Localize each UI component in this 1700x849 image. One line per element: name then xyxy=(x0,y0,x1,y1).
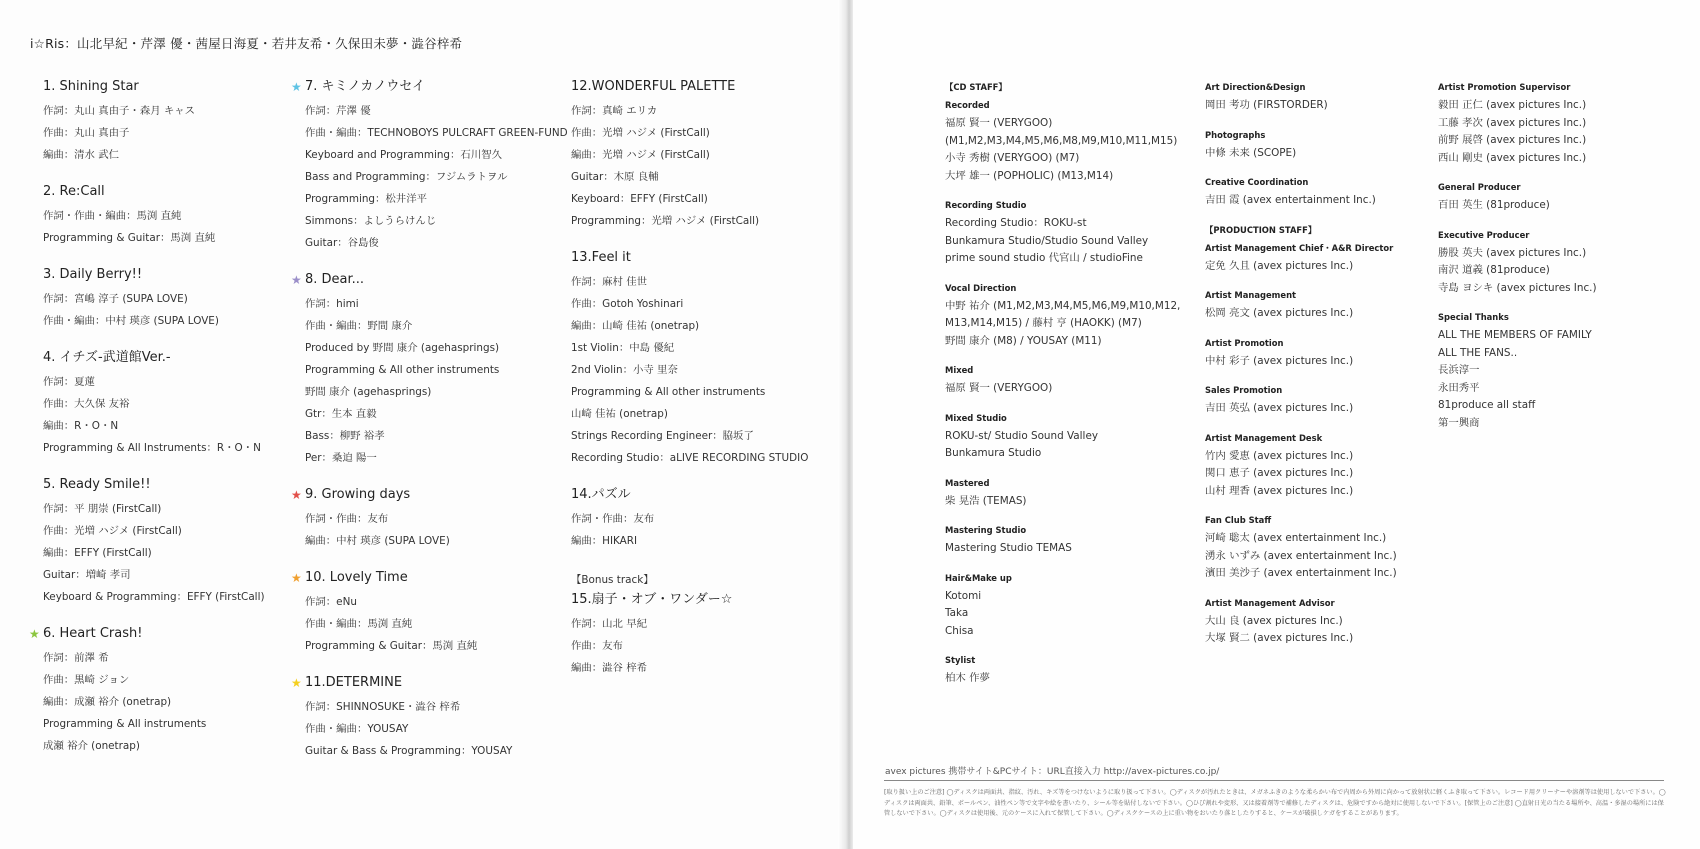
staff-section xyxy=(1205,513,1430,583)
credit-line: 編曲：HIKARI xyxy=(571,535,638,547)
staff-name: 中條 未来 (SCOPE) xyxy=(1205,146,1297,159)
staff-name: 福原 賢一 (VERYGOO) xyxy=(945,382,1053,394)
staff-section xyxy=(1438,80,1678,167)
staff-name: 松岡 亮文 (avex pictures Inc.) xyxy=(1205,307,1354,319)
staff-name: Recording Studio：ROKU-st xyxy=(945,217,1087,229)
bonus-track-label: 【Bonus track】 xyxy=(571,574,654,586)
credit-line: 編曲：澁谷 梓希 xyxy=(571,662,648,674)
staff-name: 大坪 雄一 (POPHOLIC) (M13,M14) xyxy=(945,169,1114,182)
staff-name: 大塚 賢二 (avex pictures Inc.) xyxy=(1205,632,1354,644)
staff-name: 吉田 英弘 (avex pictures Inc.) xyxy=(1205,402,1354,414)
staff-name: 寺島 ヨシキ (avex pictures Inc.) xyxy=(1438,281,1597,294)
staff-name: 柏木 作夢 xyxy=(945,672,990,684)
staff-name: 西山 剛史 (avex pictures Inc.) xyxy=(1438,151,1587,164)
staff-name: 大山 良 (avex pictures Inc.) xyxy=(1205,614,1343,627)
track-item xyxy=(571,78,831,232)
credit-line: 作曲：丸山 真由子 xyxy=(43,127,130,139)
staff-section xyxy=(1205,128,1430,163)
staff-name: 中野 祐介 (M1,M2,M3,M4,M5,M6,M9,M10,M12, xyxy=(945,299,1181,312)
track-item xyxy=(291,569,565,657)
staff-name: 南沢 道義 (81produce) xyxy=(1438,264,1550,276)
staff-role-heading: Vocal Direction xyxy=(945,282,1017,293)
staff-section xyxy=(945,281,1185,351)
credit-line: 作詞：himi xyxy=(305,298,359,310)
footer-care-notice: [取り扱い上のご注意] ◯ディスクは両面共、指紋、汚れ、キズ等をつけないように取り扱って下さい。◯ディスクが汚れたときは、メガネふきのような柔らかい布で内周から外周に向かって放射状に軽くふき取って下さい。レコード用クリーナーや溶剤等は使用しないで下さい。◯ディスクは両面共、鉛筆、ボールペン、油性ペン等で文字や絵を書いたり、シール等を貼付しないで下さい。◯ひび割れや変形、又は接着剤等で補修したディスクは、危険ですから絶対に使用しないで下さい。[保管上のご注意] ◯直射日光の当たる場所や、高温・多湿の場所には保管しないで下さい。◯ディスクは使用後、元のケースに入れて保管して下さい。◯ディスクケースの上に重い物をおいたり落としたりすると、ケースが破損しケガをすることがあります。 xyxy=(884,789,1666,817)
staff-role-heading: Artist Management Desk xyxy=(1205,432,1323,443)
credit-line: Programming：松井洋平 xyxy=(305,193,427,205)
staff-section xyxy=(1438,180,1678,215)
staff-role-heading: Recorded xyxy=(945,100,990,110)
staff-name: Taka xyxy=(945,607,969,619)
staff-name: 山村 理香 (avex pictures Inc.) xyxy=(1205,484,1354,497)
staff-section xyxy=(1205,431,1430,501)
staff-section xyxy=(945,80,1185,94)
staff-name: M13,M14,M15) / 藤村 亨 (HAOKK) (M7) xyxy=(945,317,1142,329)
credit-line: 作詞：平 朋崇 (FirstCall) xyxy=(43,503,162,515)
credit-line: Keyboard：EFFY (FirstCall) xyxy=(571,193,708,205)
credit-line: Programming & Guitar：馬渕 直純 xyxy=(305,640,478,652)
credit-line: 作曲・編曲：YOUSAY xyxy=(305,723,409,735)
staff-section xyxy=(945,411,1185,463)
staff-role-heading: Executive Producer xyxy=(1438,229,1530,240)
credit-line: Programming & All other instruments xyxy=(305,364,500,376)
staff-role-heading: 【CD STAFF】 xyxy=(945,82,1007,92)
staff-role-heading: 【PRODUCTION STAFF】 xyxy=(1205,224,1317,235)
staff-role-heading: Mixed xyxy=(945,365,974,375)
staff-column-3 xyxy=(1438,80,1678,445)
staff-role-heading: Artist Promotion Supervisor xyxy=(1438,82,1571,92)
track-title: 4. イチズ-武道館Ver.- xyxy=(43,350,171,365)
staff-role-heading: Fan Club Staff xyxy=(1205,515,1272,525)
track-item xyxy=(43,266,278,332)
credit-line: 作曲：Gotoh Yoshinari xyxy=(571,298,684,310)
staff-name: 中村 彩子 (avex pictures Inc.) xyxy=(1205,354,1354,367)
credit-line: 作曲：光増 ハジメ (FirstCall) xyxy=(571,127,710,139)
staff-role-heading: Mixed Studio xyxy=(945,412,1007,423)
credit-line: 作詞：麻村 佳世 xyxy=(571,276,648,288)
tracklist-column-1 xyxy=(29,78,278,774)
track-title: 5. Ready Smile!! xyxy=(43,477,151,492)
staff-name: ALL THE FANS.. xyxy=(1438,346,1518,359)
staff-role-heading: Sales Promotion xyxy=(1205,385,1283,395)
staff-name: 福原 賢一 (VERYGOO) xyxy=(945,117,1053,129)
staff-role-heading: Artist Management Advisor xyxy=(1205,597,1335,608)
staff-section xyxy=(945,571,1185,641)
staff-role-heading: Artist Promotion xyxy=(1205,337,1284,348)
credit-line: 1st Violin：中島 優紀 xyxy=(571,342,675,354)
credit-line: 作詞・作曲：友布 xyxy=(571,513,655,525)
staff-role-heading: Mastering Studio xyxy=(945,525,1027,535)
credit-line: Programming & Guitar：馬渕 直純 xyxy=(43,232,216,244)
track-item xyxy=(29,625,278,757)
credit-line: 編曲：光増 ハジメ (FirstCall) xyxy=(571,149,710,161)
credit-line: 作詞：宮嶋 淳子 (SUPA LOVE) xyxy=(43,293,188,305)
track-title: 11.DETERMINE xyxy=(305,675,403,690)
staff-role-heading: Photographs xyxy=(1205,129,1266,140)
credit-line: Recording Studio：aLIVE RECORDING STUDIO xyxy=(571,452,809,464)
track-title: 10. Lovely Time xyxy=(305,570,408,585)
credit-line: 作曲・編曲：野間 康介 xyxy=(305,320,413,332)
credit-line: Per：桑迫 陽一 xyxy=(305,452,377,464)
credit-line: 作詞：山北 早紀 xyxy=(571,618,648,630)
track-item xyxy=(291,486,565,552)
staff-name: 関口 恵子 (avex pictures Inc.) xyxy=(1205,467,1354,479)
credit-line: 編曲：成瀬 裕介 (onetrap) xyxy=(43,696,172,708)
staff-name: 勝股 英夫 (avex pictures Inc.) xyxy=(1438,246,1587,259)
staff-section xyxy=(1205,288,1430,323)
track-title: 7. キミノカノウセイ xyxy=(305,79,426,94)
credit-line: 作詞：夏蓮 xyxy=(43,376,95,388)
credit-line: 作詞：SHINNOSUKE・澁谷 梓希 xyxy=(305,701,461,713)
credit-line: Bass and Programming：フジムラトヲル xyxy=(305,171,508,183)
track-item xyxy=(43,476,278,608)
staff-section xyxy=(945,98,1185,185)
credit-line: 作詞：前澤 希 xyxy=(43,652,109,664)
tracklist-column-3-tracks xyxy=(571,78,831,552)
staff-name: 永田秀平 xyxy=(1438,381,1480,394)
track-title: 2. Re:Call xyxy=(43,184,105,199)
credit-line: 作曲：友布 xyxy=(571,640,623,652)
credit-line: 成瀬 裕介 (onetrap) xyxy=(43,740,140,752)
track-title: 6. Heart Crash! xyxy=(43,626,143,641)
track-item-bonus xyxy=(571,591,831,679)
staff-section xyxy=(945,198,1185,268)
track-title: 15.扇子・オブ・ワンダー☆ xyxy=(571,592,733,607)
credit-line: 作曲・編曲：馬渕 直純 xyxy=(305,618,413,630)
staff-name: Bunkamura Studio/Studio Sound Valley xyxy=(945,234,1149,247)
credit-line: 作曲・編曲：TECHNOBOYS PULCRAFT GREEN-FUND xyxy=(305,127,568,139)
credit-line: 作曲：黒崎 ジョン xyxy=(43,674,130,686)
track-item xyxy=(43,349,278,459)
star-icon: ★ xyxy=(291,571,302,585)
track-title: 1. Shining Star xyxy=(43,79,139,94)
staff-name: 濱田 美沙子 (avex entertainment Inc.) xyxy=(1205,567,1397,579)
track-title: 9. Growing days xyxy=(305,487,411,502)
staff-column-2 xyxy=(1205,80,1430,661)
staff-section xyxy=(945,523,1185,558)
staff-section xyxy=(945,653,1185,688)
staff-role-heading: Artist Management Chief・A&R Director xyxy=(1205,242,1394,253)
credit-line: Simmons：よしうらけんじ xyxy=(305,215,437,227)
track-title: 13.Feel it xyxy=(571,250,631,265)
credit-line: 山崎 佳祐 (onetrap) xyxy=(571,408,668,420)
staff-name: 柴 晃浩 (TEMAS) xyxy=(945,494,1027,507)
staff-role-heading: Special Thanks xyxy=(1438,312,1509,322)
staff-name: 毅田 正仁 (avex pictures Inc.) xyxy=(1438,99,1587,111)
star-icon: ★ xyxy=(291,676,302,690)
credit-line: 作詞・作曲・編曲：馬渕 直純 xyxy=(43,210,182,222)
credit-line: 作詞・作曲：友布 xyxy=(305,513,389,525)
staff-role-heading: Mastered xyxy=(945,477,990,488)
credit-line: 編曲：中村 瑛彦 (SUPA LOVE) xyxy=(305,535,450,547)
staff-name: 百田 英生 (81produce) xyxy=(1438,199,1550,211)
staff-role-heading: Artist Management xyxy=(1205,290,1297,300)
track-title: 3. Daily Berry!! xyxy=(43,267,143,282)
staff-section xyxy=(1205,241,1430,276)
staff-name: ALL THE MEMBERS OF FAMILY xyxy=(1438,329,1592,341)
track-item xyxy=(43,78,278,166)
track-item xyxy=(291,271,565,469)
staff-name: 河崎 聡太 (avex entertainment Inc.) xyxy=(1205,532,1387,544)
staff-name: Chisa xyxy=(945,624,974,637)
track-item xyxy=(291,78,568,254)
credit-line: 作曲・編曲：中村 瑛彦 (SUPA LOVE) xyxy=(43,315,219,327)
staff-name: Mastering Studio TEMAS xyxy=(945,542,1072,554)
staff-section xyxy=(1438,310,1678,432)
tracklist-column-3 xyxy=(571,78,831,696)
staff-column-1 xyxy=(945,80,1185,701)
staff-name: 竹内 愛恵 (avex pictures Inc.) xyxy=(1205,449,1354,462)
staff-name: Bunkamura Studio xyxy=(945,447,1042,459)
staff-name: 小寺 秀樹 (VERYGOO) (M7) xyxy=(945,152,1080,164)
staff-name: 湧永 いずみ (avex entertainment Inc.) xyxy=(1205,549,1397,562)
staff-section xyxy=(1205,223,1430,237)
credit-line: 2nd Violin：小寺 里奈 xyxy=(571,364,678,376)
staff-name: 定免 久且 (avex pictures Inc.) xyxy=(1205,259,1354,272)
staff-section xyxy=(1205,80,1430,115)
track-item xyxy=(571,249,831,469)
staff-section xyxy=(1205,383,1430,418)
staff-role-heading: Recording Studio xyxy=(945,200,1027,210)
artist-header: i☆Ris：山北早紀・芹澤 優・茜屋日海夏・若井友希・久保田未夢・澁谷梓希 xyxy=(30,36,463,51)
staff-name: 81produce all staff xyxy=(1438,399,1536,411)
staff-role-heading: Hair&Make up xyxy=(945,572,1012,583)
credit-line: Programming & All instruments xyxy=(43,718,207,730)
staff-role-heading: Art Direction&Design xyxy=(1205,82,1306,92)
credit-line: 編曲：清水 武仁 xyxy=(43,149,120,161)
star-icon: ★ xyxy=(291,80,302,94)
credit-line: Guitar & Bass & Programming：YOUSAY xyxy=(305,745,513,757)
staff-name: 長浜淳一 xyxy=(1438,364,1480,376)
staff-name: 工藤 孝次 (avex pictures Inc.) xyxy=(1438,116,1587,129)
staff-section xyxy=(1438,228,1678,298)
star-icon: ★ xyxy=(291,273,302,287)
credit-line: Keyboard and Programming：石川智久 xyxy=(305,149,502,161)
credit-line: Gtr：生本 直毅 xyxy=(305,408,377,420)
track-title: 12.WONDERFUL PALETTE xyxy=(571,79,736,94)
credit-line: Programming & All other instruments xyxy=(571,386,766,398)
credit-line: 編曲：EFFY (FirstCall) xyxy=(43,547,152,559)
credit-line: 作曲：光増 ハジメ (FirstCall) xyxy=(43,525,182,537)
staff-role-heading: Stylist xyxy=(945,655,976,665)
footer-url: avex pictures 携帯サイト&PCサイト：URL直接入力 http://avex-pictures.co.jp/ xyxy=(885,767,1220,777)
credit-line: 編曲：R・O・N xyxy=(43,420,119,432)
staff-role-heading: General Producer xyxy=(1438,182,1521,192)
staff-role-heading: Creative Coordination xyxy=(1205,177,1309,187)
star-icon: ★ xyxy=(29,627,40,641)
staff-name: 前野 展啓 (avex pictures Inc.) xyxy=(1438,134,1587,146)
credit-line: Produced by 野間 康介 (agehasprings) xyxy=(305,342,500,354)
credit-line: 作詞：真崎 エリカ xyxy=(571,105,658,117)
staff-section xyxy=(1205,336,1430,371)
credit-line: Guitar：木原 良輔 xyxy=(571,171,659,183)
credit-line: Keyboard & Programming：EFFY (FirstCall) xyxy=(43,591,265,603)
credit-line: 編曲：山崎 佳祐 (onetrap) xyxy=(571,320,700,332)
staff-name: ROKU-st/ Studio Sound Valley xyxy=(945,429,1098,442)
staff-section xyxy=(1205,175,1430,210)
track-title: 8. Dear... xyxy=(305,272,365,287)
credit-line: Bass：柳野 裕孝 xyxy=(305,430,385,442)
credit-line: Guitar：谷島俊 xyxy=(305,237,379,249)
staff-name: 第一興商 xyxy=(1438,416,1480,429)
track-title: 14.パズル xyxy=(571,487,631,502)
staff-section xyxy=(945,476,1185,511)
staff-name: 岡田 考功 (FIRSTORDER) xyxy=(1205,99,1328,111)
credit-line: Strings Recording Engineer：脇坂了 xyxy=(571,430,754,442)
track-item xyxy=(571,486,831,552)
credit-line: 作曲：大久保 友裕 xyxy=(43,398,130,410)
credit-line: Programming：光増 ハジメ (FirstCall) xyxy=(571,215,760,227)
credit-line: Guitar：増崎 孝司 xyxy=(43,569,131,581)
track-item xyxy=(291,674,565,762)
credit-line: 作詞：芹澤 優 xyxy=(305,105,371,117)
star-icon: ★ xyxy=(291,488,302,502)
staff-name: prime sound studio 代官山 / studioFine xyxy=(945,252,1143,264)
track-item xyxy=(43,183,278,249)
staff-name: Kotomi xyxy=(945,589,982,602)
staff-name: 吉田 霞 (avex entertainment Inc.) xyxy=(1205,194,1376,206)
credit-line: Programming & All Instruments：R・O・N xyxy=(43,442,261,454)
credit-line: 作詞：eNu xyxy=(305,596,357,608)
staff-name: (M1,M2,M3,M4,M5,M6,M8,M9,M10,M11,M15) xyxy=(945,134,1178,147)
footer-divider xyxy=(884,780,1664,781)
credit-line: 作詞：丸山 真由子・森月 キャス xyxy=(43,105,196,117)
staff-section xyxy=(1205,596,1430,648)
staff-name: 野間 康介 (M8) / YOUSAY (M11) xyxy=(945,334,1102,347)
staff-section xyxy=(945,363,1185,398)
credit-line: 野間 康介 (agehasprings) xyxy=(305,386,432,398)
tracklist-column-2 xyxy=(291,78,568,779)
